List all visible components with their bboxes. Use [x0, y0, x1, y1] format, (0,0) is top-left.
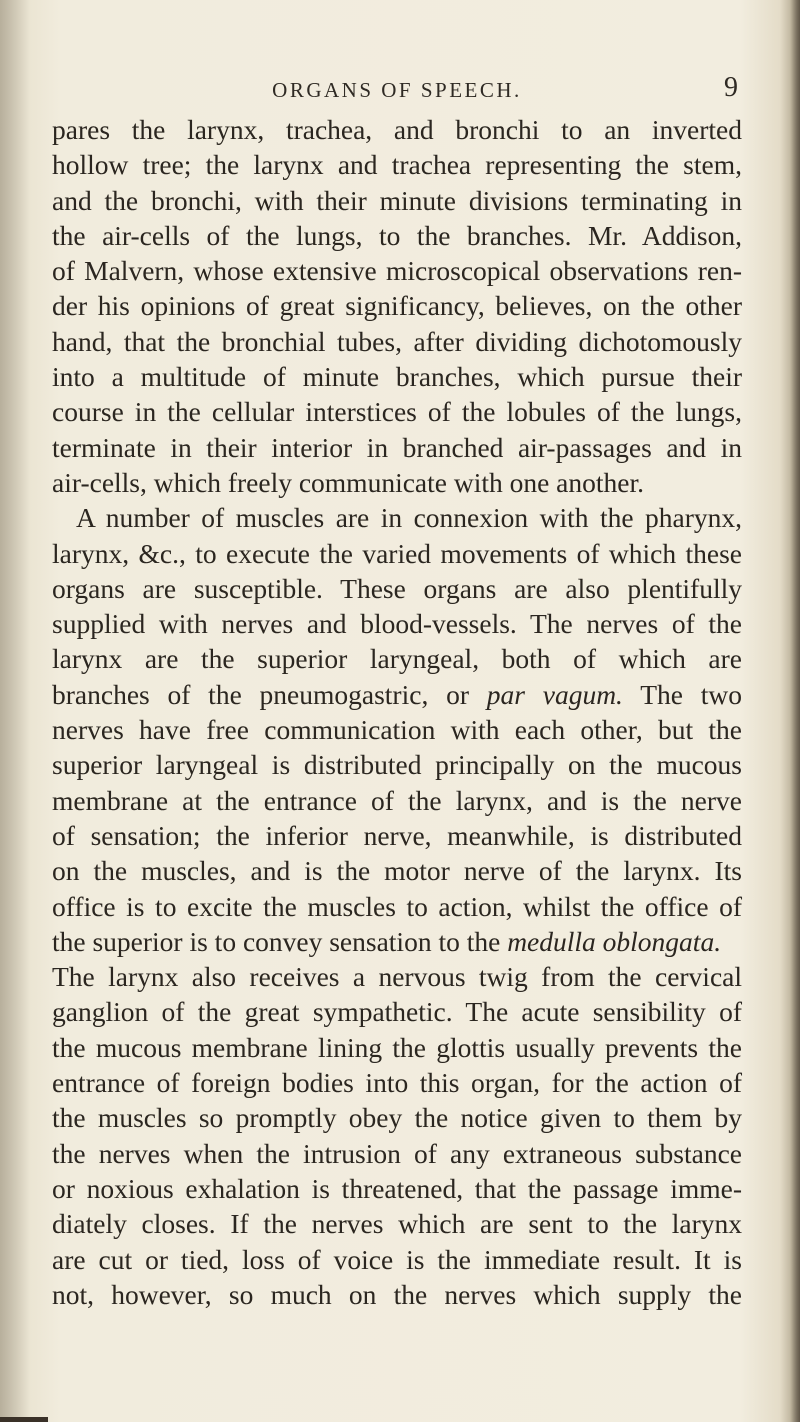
text-line: larynx are the superior laryngeal, both of which are	[52, 643, 742, 675]
running-title: ORGANS OF SPEECH.	[272, 78, 522, 102]
body-text	[52, 112, 742, 1312]
italic-term: medulla oblongata.	[507, 925, 722, 957]
text-line: nerves have free communication with each other, but the	[52, 714, 742, 746]
text-line: the muscles so promptly obey the notice given to them by	[52, 1102, 742, 1134]
text-line: der his opinions of great significancy, believes, on the other	[52, 290, 742, 322]
italic-term: par vagum.	[486, 678, 623, 710]
text-line: and the bronchi, with their minute divisions terminating in	[52, 184, 742, 216]
text-line: air-cells, which freely communicate with one another.	[52, 466, 645, 498]
text-line: The larynx also receives a nervous twig from the cervical	[52, 961, 742, 993]
text-line: A number of muscles are in connexion with the pharynx,	[76, 502, 742, 534]
text-line: terminate in their interior in branched air-passages and in	[52, 431, 742, 463]
text-line: into a multitude of minute branches, which pursue their	[52, 361, 742, 393]
page-number: 9	[724, 72, 738, 103]
text-line: on the muscles, and is the motor nerve of the larynx. Its	[52, 855, 742, 887]
text-line: diately closes. If the nerves which are sent to the larynx	[52, 1208, 742, 1240]
text-line: hand, that the bronchial tubes, after dividing dichotomously	[52, 325, 742, 357]
text-line-mixed	[52, 924, 742, 959]
text-run: branches of the pneumogastric, or	[52, 678, 487, 710]
spine-shadow	[0, 0, 30, 1422]
text-line: membrane at the entrance of the larynx, and is the nerve	[52, 784, 742, 816]
text-line: the mucous membrane lining the glottis usually prevents the	[52, 1031, 742, 1063]
text-line: of Malvern, whose extensive microscopical observations ren-	[52, 255, 742, 287]
text-line: not, however, so much on the nerves which supply the	[52, 1278, 742, 1310]
page-edge	[790, 0, 800, 1422]
binding-mark	[0, 1417, 48, 1422]
text-run: the superior is to convey sensation to the	[52, 925, 508, 957]
text-line-mixed	[52, 677, 742, 712]
text-line: office is to excite the muscles to action, whilst the office of	[52, 890, 742, 922]
text-line: hollow tree; the larynx and trachea representing the stem,	[52, 149, 742, 181]
text-line: the air-cells of the lungs, to the branches. Mr. Addison,	[52, 219, 742, 251]
text-line: the nerves when the intrusion of any extraneous substance	[52, 1137, 742, 1169]
text-line: organs are susceptible. These organs are also plentifully	[52, 572, 742, 604]
text-line: superior laryngeal is distributed principally on the mucous	[52, 749, 742, 781]
text-line: or noxious exhalation is threatened, that the passage imme-	[52, 1172, 742, 1204]
text-run: The two	[622, 678, 742, 710]
text-line: course in the cellular interstices of the lobules of the lungs,	[52, 396, 742, 428]
text-line: of sensation; the inferior nerve, meanwhile, is distributed	[52, 819, 742, 851]
text-line: pares the larynx, trachea, and bronchi to an inverted	[52, 114, 742, 145]
text-line: larynx, &c., to execute the varied movements of which these	[52, 537, 742, 569]
text-line: supplied with nerves and blood-vessels. The nerves of the	[52, 608, 742, 640]
text-line: entrance of foreign bodies into this organ, for the action of	[52, 1067, 742, 1099]
running-head	[52, 72, 742, 108]
text-line: ganglion of the great sympathetic. The acute sensibility of	[52, 996, 742, 1028]
text-line: are cut or tied, loss of voice is the immediate result. It is	[52, 1243, 742, 1275]
